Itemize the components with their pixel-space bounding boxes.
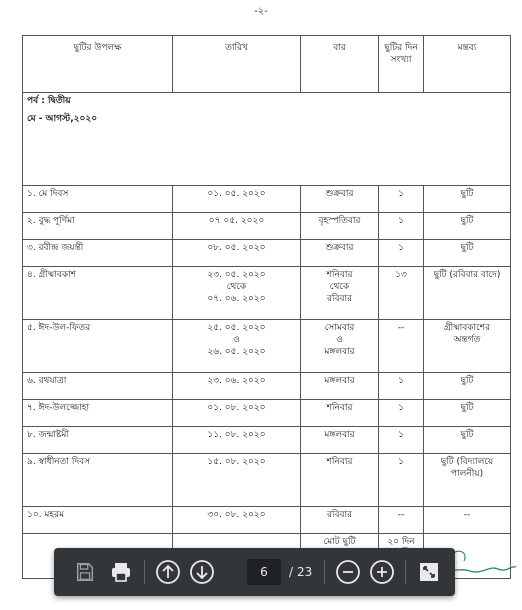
occasion-cell	[23, 186, 173, 213]
holiday-table	[22, 35, 511, 579]
remark-cell-text: ছুটি	[460, 243, 474, 253]
count-cell-text: --	[397, 323, 405, 333]
remark-cell-text: ছুটি	[460, 189, 474, 199]
count-cell-text: ১	[398, 216, 404, 226]
remark-cell-text: গ্রীষ্মাবকাশের	[443, 323, 491, 333]
day-cell-text: মঙ্গলবার	[324, 430, 355, 440]
count-cell	[379, 267, 424, 320]
day-cell	[301, 454, 379, 507]
occasion-cell	[23, 213, 173, 240]
pdf-toolbar	[54, 548, 455, 596]
remark-cell-text: ছুটি	[460, 403, 474, 413]
remark-cell	[424, 454, 511, 507]
occasion-cell-text: ৬. রথযাত্রা	[27, 376, 67, 386]
toolbar-divider	[405, 560, 406, 584]
date-cell	[173, 454, 301, 507]
date-cell-text: ১১. ০৮. ২০২০	[207, 430, 266, 440]
fit-page-button[interactable]	[412, 555, 446, 589]
save-icon	[74, 561, 96, 583]
occasion-cell-text: ৫. ঈদ-উল-ফিতর	[27, 323, 91, 333]
remark-cell	[424, 186, 511, 213]
date-cell-text: ও	[233, 335, 240, 345]
date-cell	[173, 320, 301, 373]
date-cell-text: ২৩. ০৫. ২০২০	[207, 270, 266, 280]
date-cell	[173, 240, 301, 267]
remark-cell-text: ছুটি (বিদ্যালয়ে	[440, 457, 494, 467]
day-cell-text: সোমবার	[324, 323, 355, 333]
occasion-cell-text: ৮. জন্মাষ্টমী	[27, 430, 70, 440]
date-cell	[173, 186, 301, 213]
day-cell-text: শনিবার	[326, 403, 353, 413]
remark-cell-text: ছুটি	[460, 430, 474, 440]
day-cell	[301, 373, 379, 400]
remark-cell-text: পালনীয়)	[450, 469, 484, 479]
count-cell-text: ১	[398, 376, 404, 386]
date-cell	[173, 267, 301, 320]
header-row	[23, 36, 511, 93]
date-cell-text: ০৭ ০৫. ২০২০	[208, 216, 265, 226]
day-cell-text: শনিবার	[326, 270, 353, 280]
total-value: ২০ দিন	[379, 534, 424, 579]
table-row	[23, 267, 511, 320]
fit-to-page-icon	[417, 560, 441, 584]
zoom-out-button[interactable]	[331, 555, 365, 589]
arrow-down-circle-icon	[189, 559, 215, 585]
occasion-cell-text: ২. বুদ্ধ পূর্ণিমা	[27, 216, 75, 226]
page-number-input[interactable]: 6	[247, 559, 281, 585]
save-button[interactable]	[68, 555, 102, 589]
remark-cell-text: ছুটি	[460, 216, 474, 226]
section-title: পর্ব : দ্বিতীয়	[27, 96, 71, 106]
occasion-cell	[23, 320, 173, 373]
header-date: তারিখ	[173, 36, 301, 93]
date-cell-text: ৩০. ০৮. ২০২০	[207, 510, 266, 520]
date-cell-text: ০৭. ০৬. ২০২০	[207, 294, 266, 304]
table-row	[23, 373, 511, 400]
occasion-cell	[23, 454, 173, 507]
day-cell-text: রবিবার	[326, 510, 353, 520]
remark-cell-text: --	[463, 510, 471, 520]
day-cell	[301, 427, 379, 454]
date-cell-text: ০১. ০৫. ২০২০	[207, 189, 266, 199]
remark-cell	[424, 320, 511, 373]
remark-cell	[424, 400, 511, 427]
count-cell	[379, 320, 424, 373]
section-period: মে - আগস্ট,২০২০	[27, 114, 98, 124]
day-cell	[301, 213, 379, 240]
table-row	[23, 507, 511, 534]
date-cell	[173, 373, 301, 400]
count-cell-text: ১৩	[395, 270, 407, 280]
remark-cell	[424, 427, 511, 454]
occasion-cell-text: ১০. মহরম	[27, 510, 65, 520]
table-row	[23, 186, 511, 213]
occasion-cell-text: ১. মে দিবস	[27, 189, 69, 199]
print-icon	[109, 560, 133, 584]
day-cell-text: শুক্রবার	[325, 243, 354, 253]
remark-cell	[424, 240, 511, 267]
page-separator: /	[289, 565, 294, 579]
occasion-cell	[23, 240, 173, 267]
count-cell	[379, 400, 424, 427]
date-cell-text: ২৫. ০৫. ২০২০	[207, 323, 266, 333]
arrow-up-circle-icon	[155, 559, 181, 585]
next-page-button[interactable]	[185, 555, 219, 589]
count-cell	[379, 507, 424, 534]
occasion-cell-text: ৩. রবীন্দ্র জয়ন্তী	[27, 243, 84, 253]
count-cell-text: ১	[398, 430, 404, 440]
day-cell	[301, 267, 379, 320]
date-cell	[173, 507, 301, 534]
occasion-cell	[23, 267, 173, 320]
day-cell	[301, 240, 379, 267]
occasion-cell	[23, 427, 173, 454]
occasion-cell-text: ৭. ঈদ-উলজ্জোহা	[27, 403, 90, 413]
date-cell	[173, 427, 301, 454]
remark-cell	[424, 267, 511, 320]
count-cell	[379, 454, 424, 507]
occasion-cell	[23, 373, 173, 400]
table-row	[23, 240, 511, 267]
remark-cell-text: ছুটি	[460, 376, 474, 386]
total-pages: 23	[297, 565, 313, 579]
day-cell-text: শুক্রবার	[325, 189, 354, 199]
occasion-cell-text: ৪. গ্রীষ্মাবকাশ	[27, 270, 77, 280]
day-cell-text: শনিবার	[326, 457, 353, 467]
date-cell-text: ১৫. ০৮. ২০২০	[207, 457, 266, 467]
count-cell	[379, 186, 424, 213]
remark-cell	[424, 507, 511, 534]
day-cell-text: মঙ্গলবার	[324, 376, 355, 386]
count-cell	[379, 427, 424, 454]
day-cell-text: মঙ্গলবার	[324, 347, 355, 357]
print-button[interactable]	[104, 555, 138, 589]
count-cell	[379, 213, 424, 240]
date-cell	[173, 213, 301, 240]
date-cell-text: থেকে	[226, 282, 247, 292]
count-cell-text: --	[397, 510, 405, 520]
page-number: -২-	[254, 6, 268, 17]
header-occasion: ছুটির উপলক্ষ	[23, 36, 173, 93]
header-remark: মন্তব্য	[424, 36, 511, 93]
occasion-cell	[23, 400, 173, 427]
zoom-in-button[interactable]	[365, 555, 399, 589]
day-cell-text: রবিবার	[326, 294, 353, 304]
day-cell-text: থেকে	[329, 282, 350, 292]
header-count: ছুটির দিন সংখ্যা	[379, 36, 424, 93]
occasion-cell-text: ৯. স্বাধীনতা দিবস	[27, 457, 91, 467]
day-cell-text: বৃহস্পতিবার	[318, 216, 361, 226]
date-cell-text: ২৬. ০৫. ২০২০	[207, 347, 266, 357]
day-cell	[301, 400, 379, 427]
date-cell-text: ০৮. ০৫. ২০২০	[207, 243, 266, 253]
date-cell-text: ২৩. ০৬. ২০২০	[207, 376, 266, 386]
table-row	[23, 454, 511, 507]
remark-cell-text: ছুটি (রবিবার বাদে)	[433, 270, 501, 280]
section-row	[23, 93, 511, 186]
toolbar-divider	[144, 560, 145, 584]
table-row	[23, 427, 511, 454]
day-cell	[301, 186, 379, 213]
count-cell	[379, 373, 424, 400]
header-day: বার	[301, 36, 379, 93]
remark-cell	[424, 213, 511, 240]
date-cell	[173, 400, 301, 427]
count-cell-text: ১	[398, 243, 404, 253]
count-cell	[379, 240, 424, 267]
table-row	[23, 320, 511, 373]
zoom-in-icon	[369, 559, 395, 585]
day-cell	[301, 320, 379, 373]
date-cell-text: ০১. ০৮. ২০২০	[207, 403, 266, 413]
zoom-out-icon	[335, 559, 361, 585]
previous-page-button[interactable]	[151, 555, 185, 589]
count-cell-text: ১	[398, 189, 404, 199]
count-cell-text: ১	[398, 457, 404, 467]
total-label: মোট ছুটি	[301, 534, 379, 579]
count-cell-text: ১	[398, 403, 404, 413]
occasion-cell	[23, 507, 173, 534]
remark-cell	[424, 373, 511, 400]
day-cell	[301, 507, 379, 534]
table-row	[23, 213, 511, 240]
day-cell-text: ও	[336, 335, 343, 345]
toolbar-divider	[324, 560, 325, 584]
table-row	[23, 400, 511, 427]
remark-cell-text: অন্তর্গত	[453, 335, 481, 345]
